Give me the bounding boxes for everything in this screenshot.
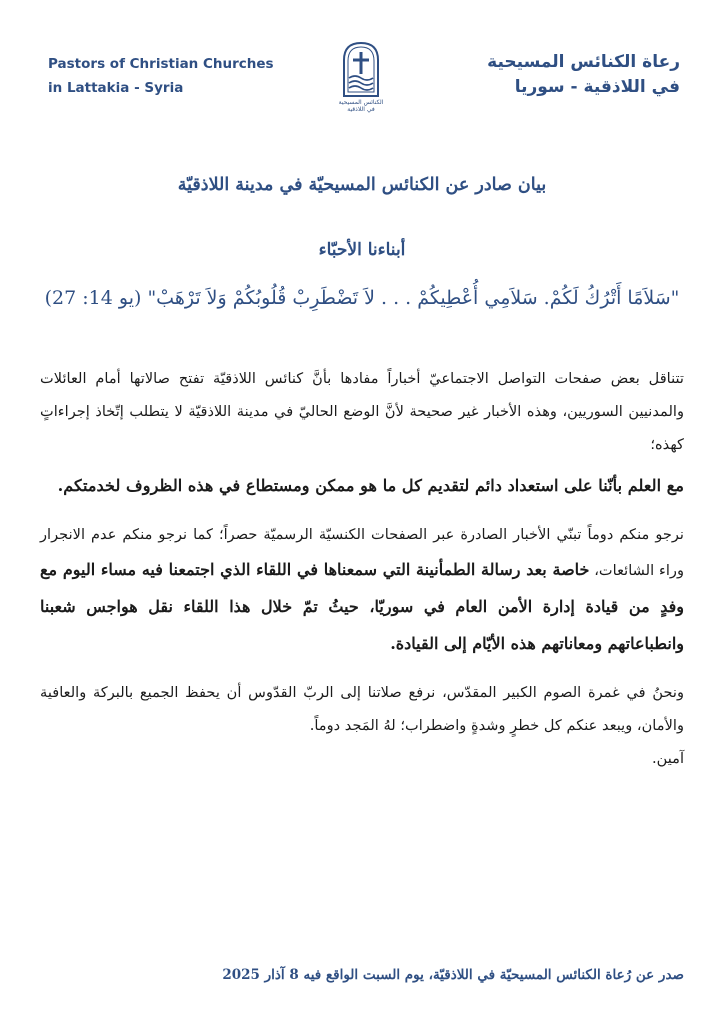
- logo-caption-line1: الكنائس المسيحية: [338, 99, 384, 106]
- english-org-name-line1: Pastors of Christian Churches: [48, 56, 274, 72]
- paragraph-official-news-bold: خاصة بعد رسالة الطمأنينة التي سمعناها في اللقاء الذي اجتمعنا فيه مساء اليوم مع وفدٍ من قيادة إدارة الأمن العام في سوريّا، حيثُ تمّ خلال هذا اللقاء نقل هواجس شعبنا وانطباعاتهم ومعاناتهم هذه الأيّام إلى القيادة.: [40, 560, 684, 653]
- statement-title: بيان صادر عن الكنائس المسيحيّة في مدينة اللاذقيّة: [177, 175, 547, 195]
- letterhead-english: [48, 52, 288, 100]
- church-emblem-icon: [341, 40, 381, 98]
- amen: آمين.: [651, 750, 684, 767]
- issued-by-footer: صدر عن رُعاة الكنائس المسيحيّة في اللاذقيّة، يوم السبت الواقع فيه 8 آذار 2025: [222, 967, 684, 983]
- arabic-org-name-line1: رعاة الكنائس المسيحية: [487, 52, 680, 72]
- bible-verse: "سَلاَمًا أَتْرُكُ لَكُمْ. سَلاَمِي أُعْطِيكُمْ . . . لاَ تَضْطَرِبْ قُلُوبُكُمْ وَلاَ تَرْهَبْ" (يو 14: 27): [44, 287, 680, 309]
- logo-caption: [333, 99, 389, 113]
- arabic-org-name-line2: في اللاذقية - سوريا: [514, 77, 680, 97]
- paragraph-official-news-intro: نرجو منكم دوماً تبنّي الأخبار الصادرة عبر الصفحات الكنسيّة الرسميّة حصراً؛ كما نرجو منكم عدم الانجرار وراء الشائعات،: [40, 526, 684, 579]
- greeting: أبناءنا الأحبّاء: [318, 240, 406, 260]
- letterhead: [0, 0, 724, 140]
- paragraph-prayer: ونحنُ في غمرة الصوم الكبير المقدّس، نرفع صلاتنا إلى الربّ القدّوس أن يحفظ الجميع بالبركة والعافية والأمان، ويبعد عنكم كل خطرٍ وشدةٍ واضطراب؛ لهُ المَجد دوماً.: [40, 684, 684, 734]
- logo-caption-line2: في اللاذقية: [347, 106, 375, 113]
- english-org-name-line2: in Lattakia - Syria: [48, 80, 184, 96]
- paragraph-official-news: [40, 518, 684, 662]
- statement-body: [40, 160, 684, 775]
- letterhead-arabic: [420, 50, 680, 100]
- church-logo: [333, 40, 389, 126]
- paragraph-rumors: تتناقل بعض صفحات التواصل الاجتماعيّ أخباراً مفادها بأنَّ كنائس اللاذقيّة تفتح صالاتها أمام العائلات والمدنيين السوريين، وهذه الأخبار غير صحيحة لأنَّ الوضع الحاليّ في مدينة اللاذقيّة لا يتطلب إتّخاذ إجراءاتٍ كهذه؛: [40, 370, 684, 453]
- paragraph-readiness: مع العلم بأنّنا على استعداد دائم لتقديم كل ما هو ممكن ومستطاع في هذه الظروف لخدمتكم.: [57, 476, 684, 495]
